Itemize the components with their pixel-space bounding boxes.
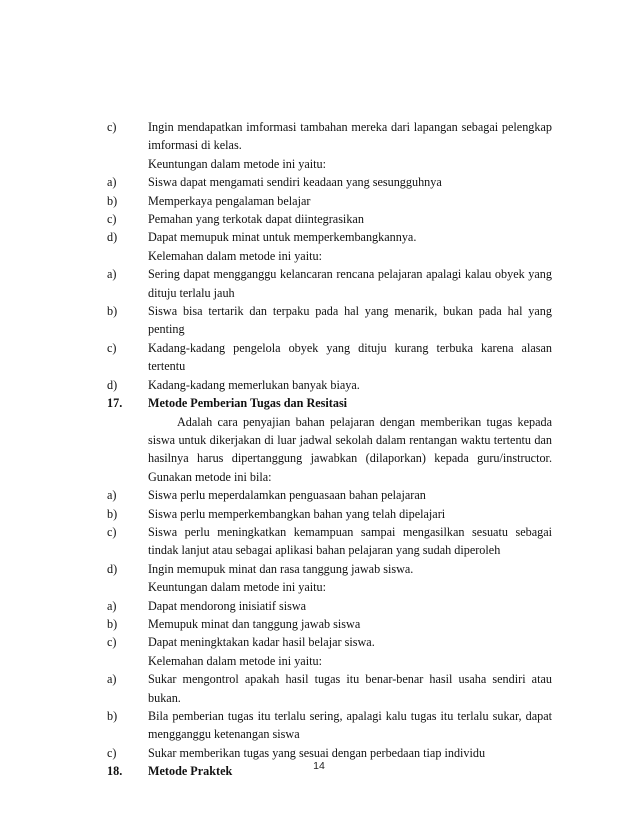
list-item <box>107 173 552 191</box>
item-text: Metode Pemberian Tugas dan Resitasi <box>148 396 348 411</box>
item-text: Memperkaya pengalaman belajar <box>148 193 311 208</box>
item-text: Keuntungan dalam metode ini yaitu: <box>148 156 327 171</box>
list-item <box>107 670 552 707</box>
item-text: Kelemahan dalam metode ini yaitu: <box>148 653 322 668</box>
list-item <box>107 523 552 560</box>
paragraph <box>107 652 552 670</box>
list-item <box>107 486 552 504</box>
list-item <box>107 633 552 651</box>
item-text: Adalah cara penyajian bahan pelajaran dengan memberikan tugas kepada siswa untuk dikerjakan di luar jadwal sekolah dalam rentangan waktu tertentu dan hasilnya harus dipertanggung jawabkan (dilaporkan) kepada guru/instructor. Gunakan metode ini bila: <box>148 414 552 484</box>
item-label: c) <box>107 745 117 760</box>
item-text: Kadang-kadang memerlukan banyak biaya. <box>148 377 360 392</box>
item-text: Metode Praktek <box>148 764 233 779</box>
item-text: Kelemahan dalam metode ini yaitu: <box>148 248 322 263</box>
item-label: b) <box>107 616 118 631</box>
item-label: d) <box>107 377 118 392</box>
item-text: Bila pemberian tugas itu terlalu sering, apalagi kalu tugas itu terlalu sukar, dapat mengganggu ketenangan siswa <box>148 709 552 742</box>
list-item <box>107 339 552 376</box>
list-item <box>107 192 552 210</box>
item-text: Sering dapat mengganggu kelancaran rencana pelajaran apalagi kalau obyek yang dituju terlalu jauh <box>148 267 552 300</box>
list-item <box>107 615 552 633</box>
list-item <box>107 228 552 246</box>
item-text: Siswa bisa tertarik dan terpaku pada hal yang menarik, bukan pada hal yang penting <box>148 304 552 337</box>
item-label: c) <box>107 212 117 227</box>
item-label: c) <box>107 340 117 355</box>
item-text: Siswa dapat mengamati sendiri keadaan yang sesungguhnya <box>148 175 442 190</box>
item-label: c) <box>107 120 117 134</box>
item-text: Ingin memupuk minat dan rasa tanggung jawab siswa. <box>148 561 414 576</box>
paragraph <box>107 247 552 265</box>
item-label: a) <box>107 598 117 613</box>
item-text: Dapat meningktakan kadar hasil belajar siswa. <box>148 635 375 650</box>
list-item <box>107 302 552 339</box>
paragraph <box>107 413 552 487</box>
item-label: d) <box>107 561 118 576</box>
list-item <box>107 376 552 394</box>
document-body <box>107 118 552 781</box>
item-label: b) <box>107 193 118 208</box>
item-text: Kadang-kadang pengelola obyek yang dituju kurang terbuka karena alasan tertentu <box>148 340 552 374</box>
item-text: Sukar memberikan tugas yang sesuai dengan perbedaan tiap individu <box>148 745 486 760</box>
item-text: Siswa perlu meningkatkan kemampuan sampai mengasilkan sesuatu sebagai tindak lanjut atau sebagai aplikasi bahan pelajaran yang sudah diperoleh <box>148 524 552 558</box>
item-label: 18. <box>107 764 123 779</box>
item-label: c) <box>107 635 117 650</box>
item-text: Dapat mendorong inisiatif siswa <box>148 598 307 613</box>
section-heading <box>107 394 552 412</box>
item-label: a) <box>107 672 117 687</box>
list-item <box>107 560 552 578</box>
list-item <box>107 597 552 615</box>
item-label: c) <box>107 524 117 539</box>
item-label: a) <box>107 267 117 282</box>
item-text: Dapat memupuk minat untuk memperkembangkannya. <box>148 230 417 245</box>
item-text: Memupuk minat dan tanggung jawab siswa <box>148 616 361 631</box>
item-label: 17. <box>107 396 123 411</box>
list-item <box>107 505 552 523</box>
item-text: Siswa perlu memperkembangkan bahan yang telah dipelajari <box>148 506 446 521</box>
item-label: a) <box>107 175 117 190</box>
item-label: a) <box>107 488 117 503</box>
item-text: Keuntungan dalam metode ini yaitu: <box>148 580 327 595</box>
item-text: Sukar mengontrol apakah hasil tugas itu benar-benar hasil usaha sendiri atau bukan. <box>148 672 552 705</box>
page-number: 14 <box>313 760 325 772</box>
paragraph <box>107 155 552 173</box>
item-label: b) <box>107 304 118 319</box>
item-label: b) <box>107 709 118 723</box>
item-text: Ingin mendapatkan imformasi tambahan mereka dari lapangan sebagai pelengkap imformasi di kelas. <box>148 120 552 153</box>
item-label: b) <box>107 506 118 521</box>
item-text: Siswa perlu meperdalamkan penguasaan bahan pelajaran <box>148 488 426 503</box>
list-item <box>107 707 552 744</box>
list-item <box>107 265 552 302</box>
list-item <box>107 118 552 155</box>
paragraph <box>107 578 552 596</box>
item-text: Pemahan yang terkotak dapat diintegrasikan <box>148 212 364 227</box>
item-label: d) <box>107 230 118 245</box>
list-item <box>107 210 552 228</box>
